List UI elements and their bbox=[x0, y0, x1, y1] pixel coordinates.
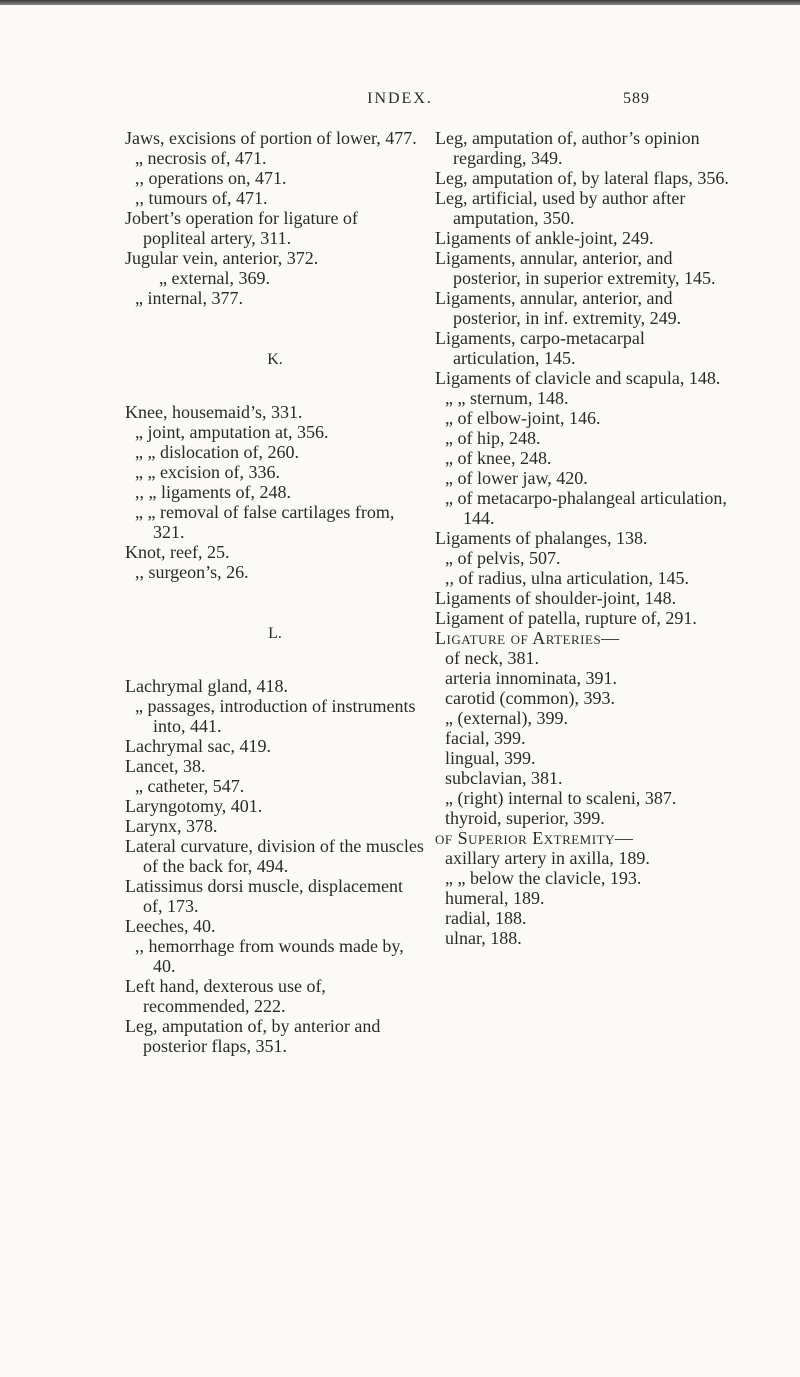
index-entry: „ joint, amputation at, 356. bbox=[135, 422, 329, 442]
index-entry: Ligaments, annular, anterior, and posterior, in inf. extremity, 249. bbox=[435, 288, 682, 328]
index-entry: Lachrymal gland, 418. bbox=[125, 676, 288, 696]
index-entry: Jugular vein, anterior, 372. bbox=[125, 248, 319, 268]
index-entry: „ of metacarpo-phalangeal articulation, 144. bbox=[445, 488, 727, 528]
index-entry: subclavian, 381. bbox=[445, 768, 563, 788]
index-entry: „ of lower jaw, 420. bbox=[445, 468, 588, 488]
index-entry: Knot, reef, 25. bbox=[125, 542, 230, 562]
index-entry: „ „ excision of, 336. bbox=[135, 462, 280, 482]
index-entry: facial, 399. bbox=[445, 728, 526, 748]
index-entry: Knee, housemaid’s, 331. bbox=[125, 402, 303, 422]
index-entry: Ligaments, annular, anterior, and posterior, in superior extremity, 145. bbox=[435, 248, 716, 288]
index-entry: „ catheter, 547. bbox=[135, 776, 245, 796]
section-heading-superior-extremity: of Superior Extremity— bbox=[435, 828, 634, 848]
index-entry: ,, hemorrhage from wounds made by, 40. bbox=[135, 936, 404, 976]
index-entry: „ internal, 377. bbox=[135, 288, 243, 308]
index-entry: „ of elbow-joint, 146. bbox=[445, 408, 601, 428]
index-entry: Latissimus dorsi muscle, displacement of, 173. bbox=[125, 876, 403, 916]
section-heading-ligature: Ligature of Arteries— bbox=[435, 628, 620, 648]
index-entry: of neck, 381. bbox=[445, 648, 539, 668]
index-entry: „ of hip, 248. bbox=[445, 428, 541, 448]
index-entry: „ of knee, 248. bbox=[445, 448, 552, 468]
index-entry: Ligaments of clavicle and scapula, 148. bbox=[435, 368, 721, 388]
index-entry: radial, 188. bbox=[445, 908, 527, 928]
index-entry: Lateral curvature, division of the muscles of the back for, 494. bbox=[125, 836, 424, 876]
index-entry: Leg, amputation of, author’s opinion regarding, 349. bbox=[435, 128, 700, 168]
index-entry: Leeches, 40. bbox=[125, 916, 216, 936]
index-entry: ,, of radius, ulna articulation, 145. bbox=[445, 568, 689, 588]
index-entry: humeral, 189. bbox=[445, 888, 545, 908]
index-entry: „ passages, introduction of instruments into, 441. bbox=[135, 696, 416, 736]
index-entry: „ necrosis of, 471. bbox=[135, 148, 267, 168]
section-letter-k: K. bbox=[267, 351, 283, 368]
top-edge-shadow bbox=[0, 0, 800, 5]
right-column bbox=[435, 128, 735, 948]
index-entry: Jaws, excisions of portion of lower, 477. bbox=[125, 128, 417, 148]
index-entry: ,, „ ligaments of, 248. bbox=[135, 482, 291, 502]
index-entry: Leg, amputation of, by lateral flaps, 356. bbox=[435, 168, 729, 188]
index-entry: ulnar, 188. bbox=[445, 928, 522, 948]
index-entry: Ligaments, carpo-metacarpal articulation, 145. bbox=[435, 328, 645, 368]
index-entry: „ „ sternum, 148. bbox=[445, 388, 569, 408]
index-entry: Jobert’s operation for ligature of popliteal artery, 311. bbox=[125, 208, 358, 248]
index-entry: Ligaments of ankle-joint, 249. bbox=[435, 228, 654, 248]
left-column bbox=[125, 128, 425, 1056]
index-entry: Lancet, 38. bbox=[125, 756, 206, 776]
running-head: INDEX. bbox=[367, 90, 433, 107]
index-entry: ,, operations on, 471. bbox=[135, 168, 287, 188]
index-entry: „ „ below the clavicle, 193. bbox=[445, 868, 642, 888]
index-entry: Lachrymal sac, 419. bbox=[125, 736, 271, 756]
section-letter-l: L. bbox=[268, 625, 282, 642]
page-header bbox=[0, 90, 800, 114]
index-entry: „ „ removal of false cartilages from, 321. bbox=[135, 502, 395, 542]
index-entry: Larynx, 378. bbox=[125, 816, 218, 836]
index-entry: Laryngotomy, 401. bbox=[125, 796, 263, 816]
index-entry: „ of pelvis, 507. bbox=[445, 548, 561, 568]
index-entry: „ „ dislocation of, 260. bbox=[135, 442, 299, 462]
index-entry: lingual, 399. bbox=[445, 748, 536, 768]
index-entry: Leg, amputation of, by anterior and posterior flaps, 351. bbox=[125, 1016, 381, 1056]
index-entry: „ (external), 399. bbox=[445, 708, 568, 728]
index-entry: Ligaments of phalanges, 138. bbox=[435, 528, 648, 548]
index-entry: arteria innominata, 391. bbox=[445, 668, 617, 688]
index-entry: Ligament of patella, rupture of, 291. bbox=[435, 608, 697, 628]
index-entry: ,, tumours of, 471. bbox=[135, 188, 268, 208]
index-entry: „ external, 369. bbox=[159, 268, 270, 288]
index-entry: thyroid, superior, 399. bbox=[445, 808, 605, 828]
index-entry: Leg, artificial, used by author after amputation, 350. bbox=[435, 188, 686, 228]
index-entry: ,, surgeon’s, 26. bbox=[135, 562, 249, 582]
index-entry: Ligaments of shoulder-joint, 148. bbox=[435, 588, 677, 608]
index-entry: axillary artery in axilla, 189. bbox=[445, 848, 650, 868]
index-entry: „ (right) internal to scaleni, 387. bbox=[445, 788, 677, 808]
index-entry: carotid (common), 393. bbox=[445, 688, 615, 708]
page-number: 589 bbox=[623, 90, 650, 107]
index-entry: Left hand, dexterous use of, recommended, 222. bbox=[125, 976, 326, 1016]
